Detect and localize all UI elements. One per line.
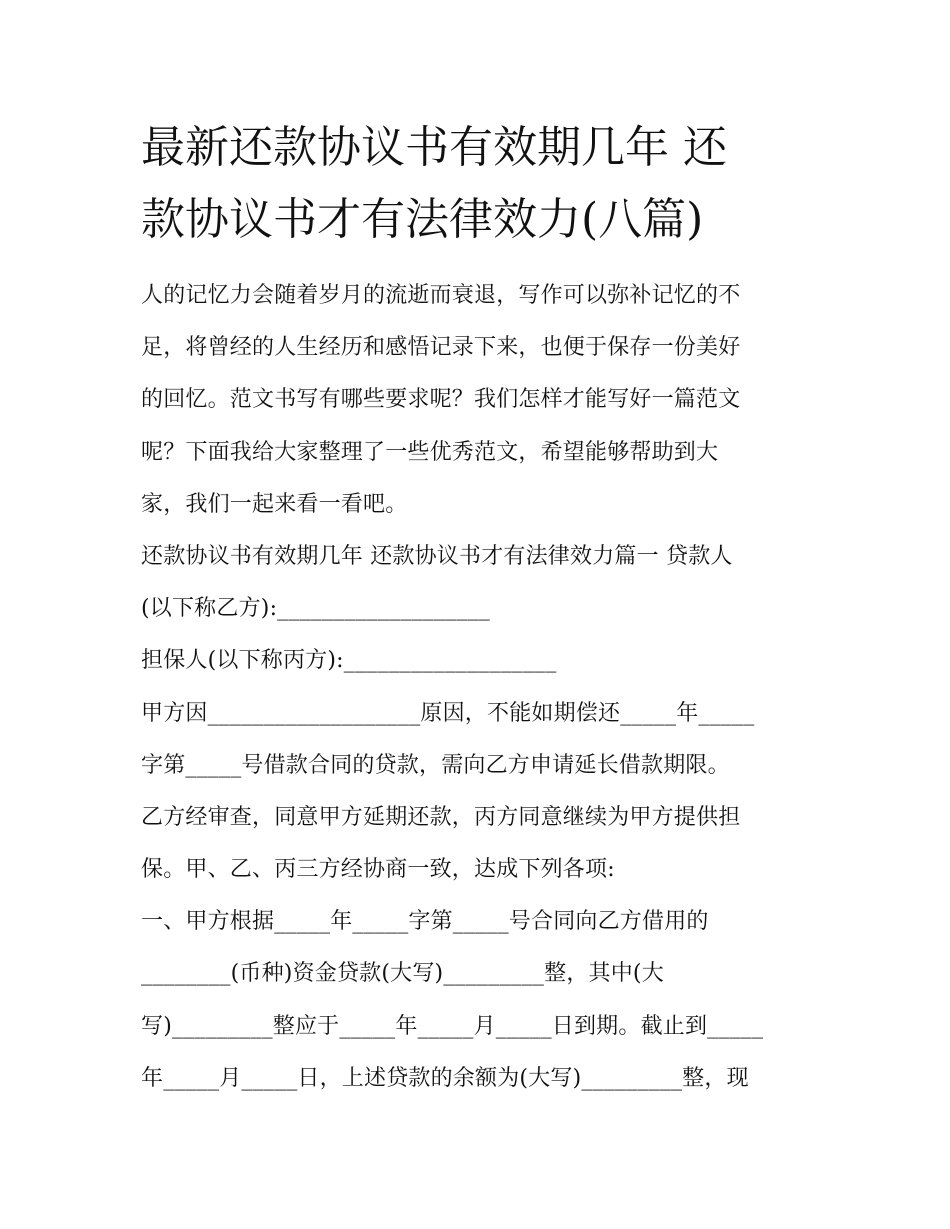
body-line: 的回忆。范文书写有哪些要求呢？我们怎样才能写好一篇范文 <box>141 387 741 413</box>
body-line: 人的记忆力会随着岁月的流逝而衰退，写作可以弥补记忆的不 <box>141 283 741 308</box>
body-line: 保。甲、乙、丙三方经协商一致，达成下列各项: <box>141 857 615 883</box>
body-line: ________(币种)资金贷款(大写)_________整，其中(大 <box>141 961 664 987</box>
body-line: 足，将曾经的人生经历和感悟记录下来，也便于保存一份美好 <box>141 335 741 361</box>
title-line: 最新还款协议书有效期几年 还 <box>141 122 727 173</box>
body-line: 乙方经审查，同意甲方延期还款，丙方同意继续为甲方提供担 <box>141 804 741 830</box>
document-body <box>141 270 821 1105</box>
body-line: 呢？下面我给大家整理了一些优秀范文，希望能够帮助到大 <box>141 439 719 465</box>
body-line: 一、甲方根据_____年_____字第_____号合同向乙方借用的 <box>141 909 709 935</box>
body-line: 还款协议书有效期几年 还款协议书才有法律效力篇一 贷款人 <box>141 543 733 569</box>
body-line: 年_____月_____日，上述贷款的余额为(大写)_________整，现 <box>141 1065 749 1091</box>
body-line: 甲方因___________________原因，不能如期偿还_____年_____ <box>141 700 755 726</box>
title-line: 款协议书才有法律效力(八篇) <box>141 194 704 245</box>
body-line: (以下称乙方):___________________ <box>141 596 490 622</box>
body-line: 字第_____号借款合同的贷款，需向乙方申请延长借款期限。 <box>141 752 730 778</box>
body-line: 担保人(以下称丙方):___________________ <box>141 648 557 674</box>
body-line: 写)_________整应于_____年_____月_____日到期。截止到_____ <box>141 1013 764 1039</box>
body-line: 家，我们一起来看一看吧。 <box>141 491 408 517</box>
document-title <box>141 112 821 256</box>
